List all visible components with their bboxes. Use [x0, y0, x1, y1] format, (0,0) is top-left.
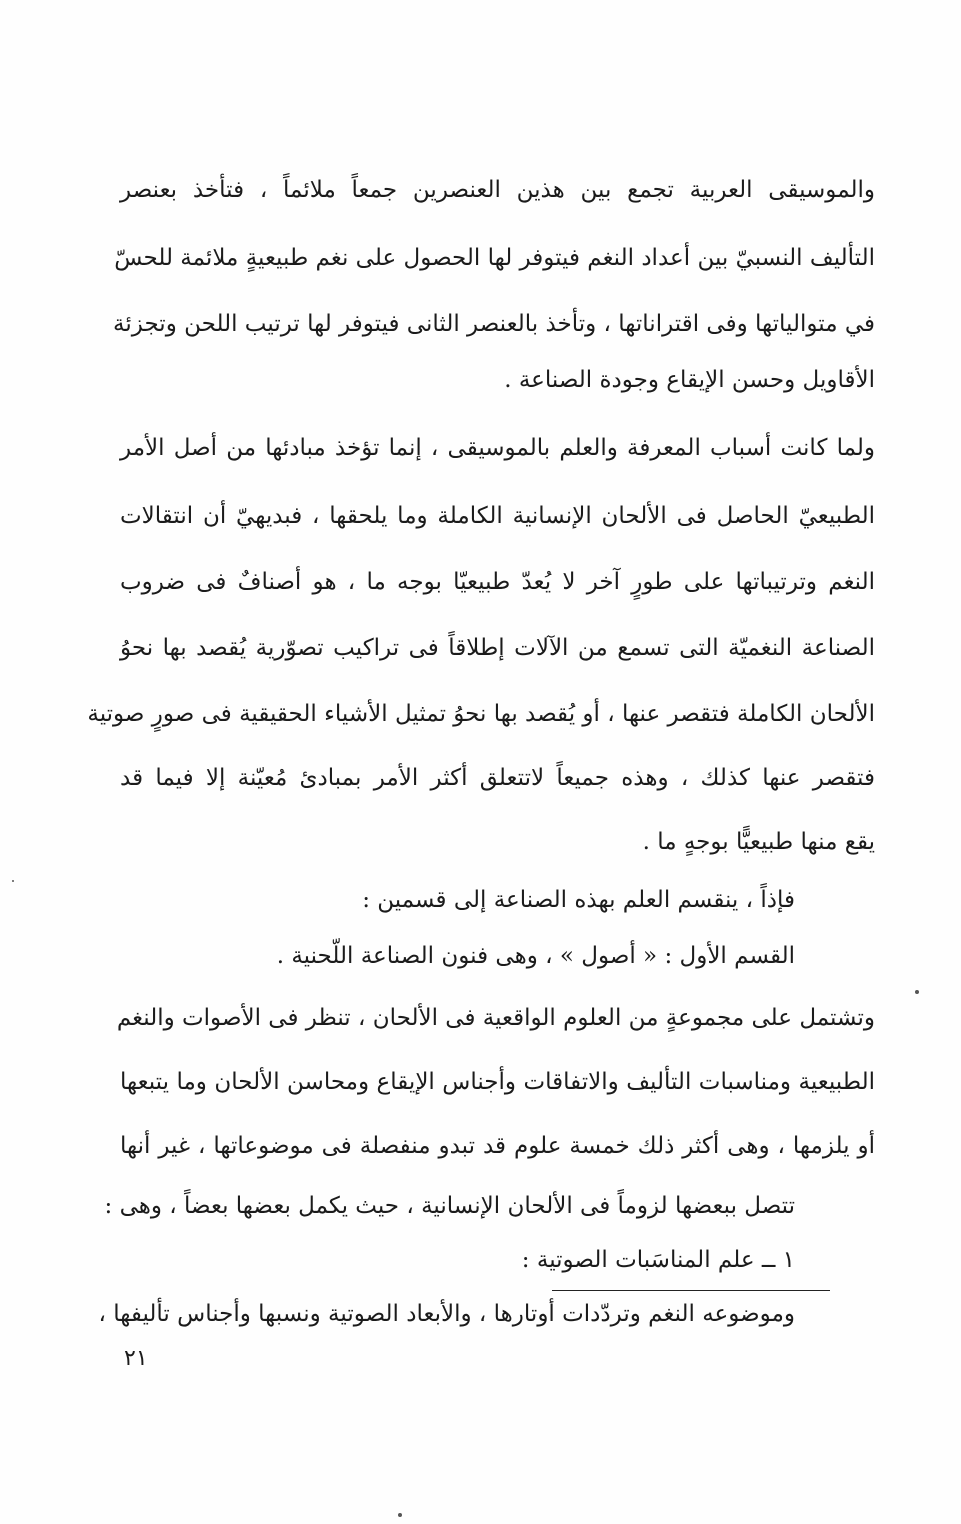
list-heading: ١ ــ علم المناسَبات الصوتية : — [521, 1247, 795, 1273]
text-line: التأليف النسبيّ بين أعداد النغم فيتوفر لها الحصول على نغم طبيعيةٍ ملائمة للحسّ — [114, 245, 875, 271]
text-line: والموسيقى العربية تجمع بين هذين العنصرين جمعاً ملائماً ، فتأخذ بعنصر — [120, 177, 875, 203]
heading-underline — [552, 1290, 830, 1291]
text-line: تتصل ببعضها لزوماً فى الألحان الإنسانية ، حيث يكمل بعضها بعضاً ، وهى : — [104, 1193, 795, 1219]
text-line: الألحان الكاملة فتقصر عنها ، أو يُقصد بها نحوُ تمثيل الأشياء الحقيقية فى صورٍ صوتية — [87, 701, 875, 727]
text-line: في متوالياتها وفى اقتراناتها ، وتأخذ بالعنصر الثانى فيتوفر لها ترتيب اللحن وتجزئة — [113, 311, 875, 337]
text-line: الصناعة النغميّة التى تسمع من الآلات إطلاقاً فى تراكيب تصوّرية يُقصد بها نحوُ — [120, 635, 875, 661]
text-line: فتقصر عنها كذلك ، وهذه جميعاً لاتتعلق أكثر الأمر بمبادئ مُعيّنة إلا فيما قد — [120, 765, 875, 791]
scan-speck — [915, 990, 919, 994]
page-number: ٢١ — [124, 1346, 148, 1371]
text-line: فإذاً ، ينقسم العلم بهذه الصناعة إلى قسمين : — [362, 887, 795, 913]
scan-speck — [398, 1513, 402, 1517]
text-line: النغم وترتيباتها على طورٍ آخر لا يُعدّ طبيعيّا بوجه ما ، هو أصنافٌ فى ضروب — [120, 569, 875, 595]
text-line: وتشتمل على مجموعةٍ من العلوم الواقعية فى الألحان ، تنظر فى الأصوات والنغم — [116, 1005, 875, 1031]
paragraph-start-line: ولما كانت أسباب المعرفة والعلم بالموسيقى ، إنما تؤخذ مبادئها من أصل الأمر — [120, 435, 875, 461]
text-line: أو يلزمها ، وهى أكثر ذلك خمسة علوم قد تبدو منفصلة فى موضوعاتها ، غير أنها — [120, 1133, 875, 1159]
text-line: الطبيعيّ الحاصل فى الألحان الإنسانية الكاملة وما يلحقها ، فبديهيّ أن انتقالات — [120, 503, 875, 529]
section-heading: القسم الأول : « أصول » ، وهى فنون الصناعة اللّحنية . — [276, 943, 795, 969]
scan-speck — [12, 880, 14, 882]
text-line: الطبيعية ومناسبات التأليف والاتفاقات وأجناس الإيقاع ومحاسن الألحان وما يتبعها — [120, 1069, 875, 1095]
text-line: الأقاويل وحسن الإيقاع وجودة الصناعة . — [504, 367, 875, 393]
text-line: يقع منها طبيعيًّا بوجهٍ ما . — [642, 829, 875, 855]
text-line: وموضوعه النغم وتردّدات أوتارها ، والأبعاد الصوتية ونسبها وأجناس تأليفها ، — [98, 1301, 795, 1327]
